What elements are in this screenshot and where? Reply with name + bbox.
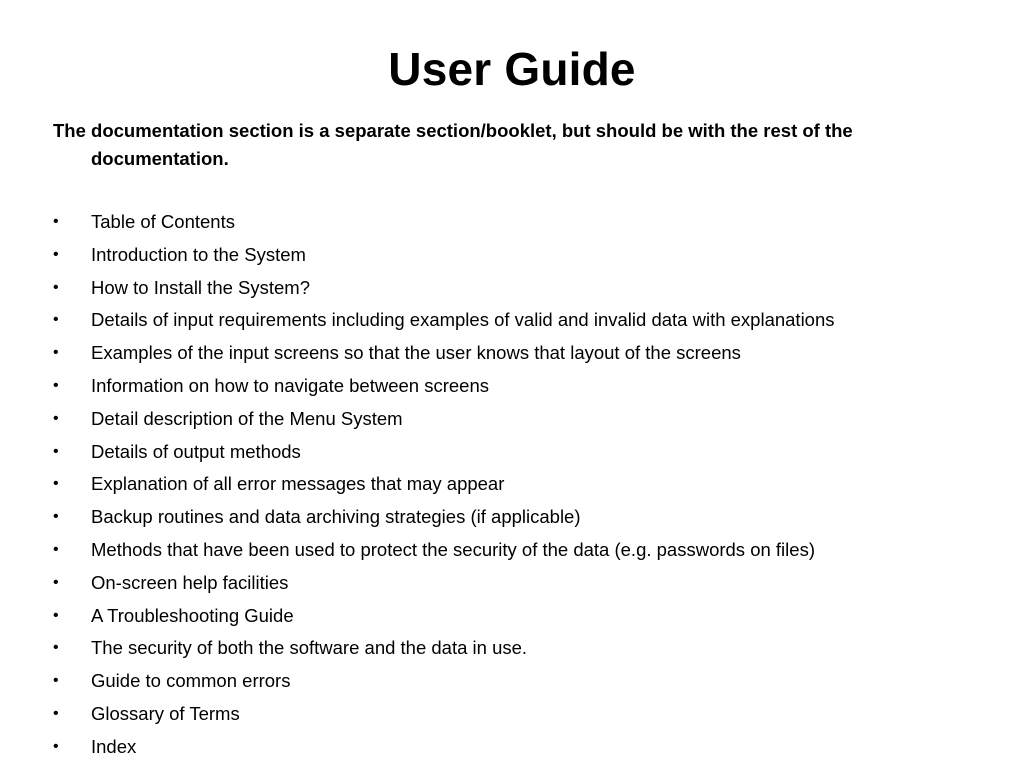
bullet-icon: • [53,245,59,263]
bullet-item [53,665,993,698]
bullet-item [53,632,993,665]
bullet-item [53,501,993,534]
bullet-text: Backup routines and data archiving strategies (if applicable) [91,506,581,528]
bullet-text: Methods that have been used to protect the security of the data (e.g. passwords on files) [91,538,815,560]
bullet-text: Information on how to navigate between screens [91,374,489,396]
bullet-list [53,206,993,764]
bullet-icon: • [53,672,59,690]
bullet-icon: • [53,344,59,362]
bullet-item [53,304,993,337]
bullet-item [53,337,993,370]
bullet-item [53,206,993,239]
bullet-icon: • [53,737,59,755]
bullet-icon: • [53,409,59,427]
bullet-icon: • [53,278,59,296]
bullet-item [53,731,993,764]
bullet-text: Detail description of the Menu System [91,407,403,429]
bullet-text: Examples of the input screens so that the user knows that layout of the screens [91,342,741,364]
bullet-icon: • [53,639,59,657]
bullet-icon: • [53,442,59,460]
bullet-icon: • [53,508,59,526]
bullet-icon: • [53,704,59,722]
bullet-icon: • [53,311,59,329]
bullet-text: Glossary of Terms [91,702,240,724]
bullet-text: The security of both the software and the data in use. [91,637,528,659]
bullet-text: Explanation of all error messages that may appear [91,473,505,495]
bullet-icon: • [53,213,59,230]
bullet-icon: • [53,606,59,624]
bullet-item [53,600,993,633]
bullet-text: Details of input requirements including examples of valid and invalid data with explanations [91,309,835,331]
bullet-text: Guide to common errors [91,670,291,692]
bullet-item [53,534,993,567]
bullet-item [53,468,993,501]
slide-title: User Guide [388,43,636,95]
bullet-item [53,436,993,469]
bullet-icon: • [53,376,59,394]
bullet-icon: • [53,573,59,591]
bullet-icon: • [53,540,59,558]
bullet-item [53,698,993,731]
bullet-text: Details of output methods [91,440,301,462]
bullet-item [53,239,993,272]
bullet-item [53,403,993,436]
bullet-text: How to Install the System? [91,276,311,298]
bullet-item [53,567,993,600]
bullet-text: Table of Contents [91,211,235,232]
bullet-icon: • [53,475,59,493]
intro-paragraph: The documentation section is a separate section/booklet, but should be with the rest of the documentation. [53,120,853,169]
bullet-text: On-screen help facilities [91,571,289,593]
bullet-item [53,272,993,305]
bullet-item [53,370,993,403]
bullet-text: Index [91,735,137,757]
bullet-text: A Troubleshooting Guide [91,604,294,626]
bullet-text: Introduction to the System [91,243,306,265]
